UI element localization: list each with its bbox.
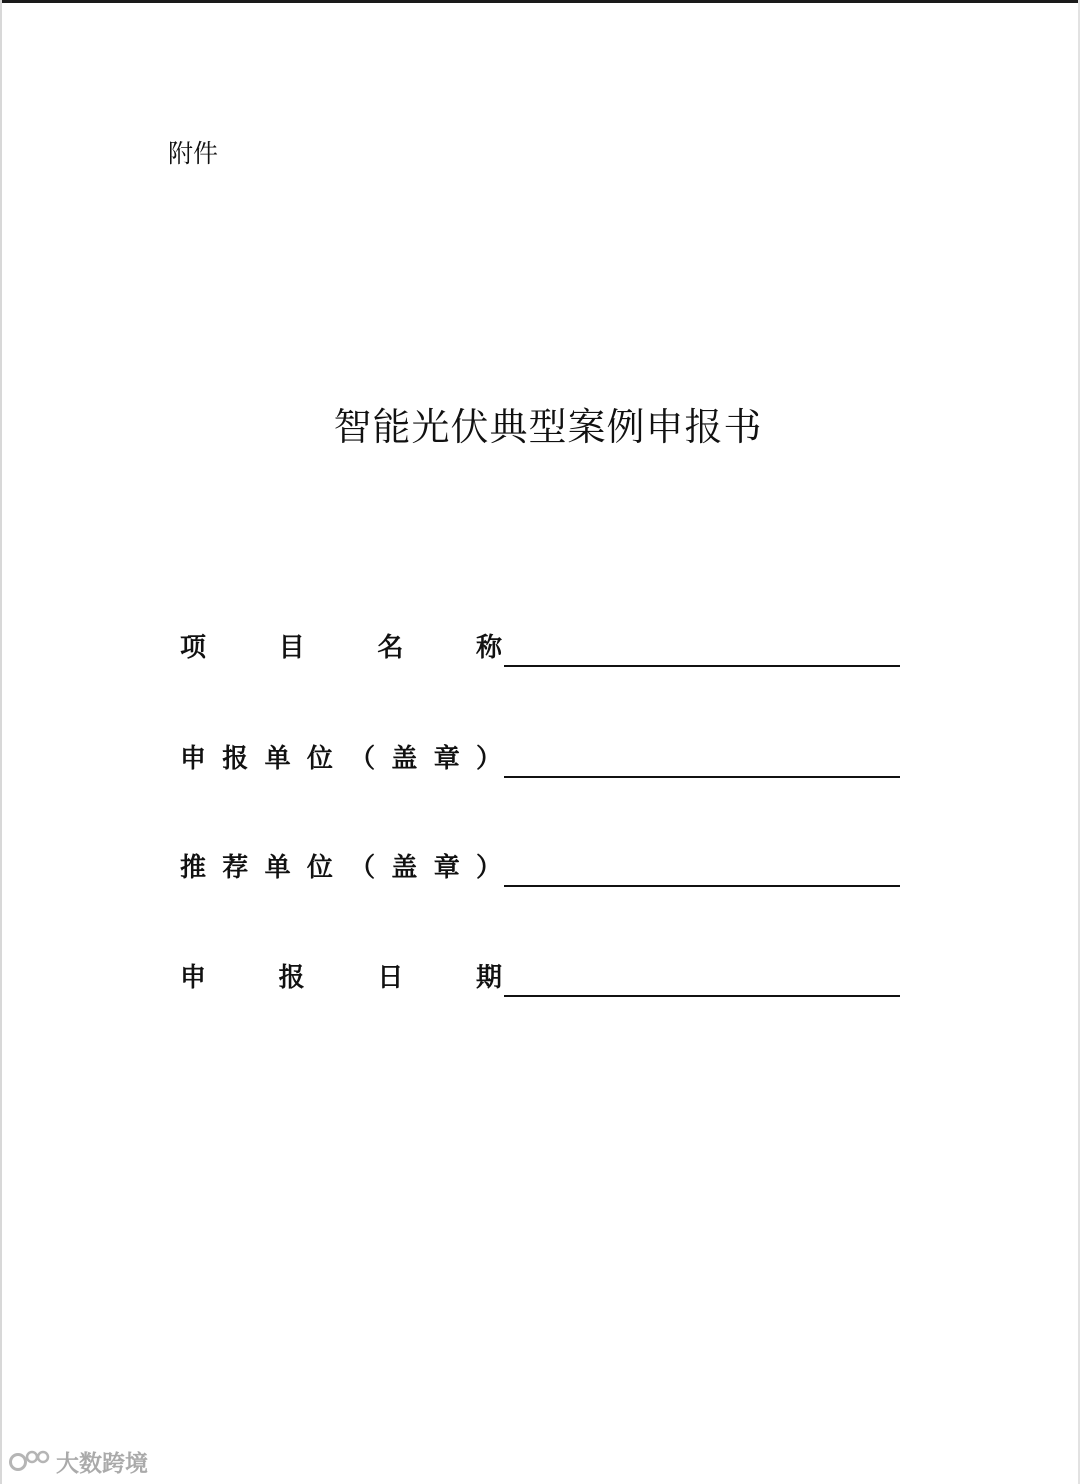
field-label bbox=[180, 628, 502, 668]
fill-in-line[interactable] bbox=[504, 885, 900, 887]
label-char: 申 bbox=[180, 963, 207, 993]
label-char: 位 bbox=[306, 853, 333, 883]
label-char: 申 bbox=[180, 744, 207, 774]
field-recommending-unit bbox=[180, 848, 900, 888]
fill-in-line[interactable] bbox=[504, 995, 900, 997]
field-applicant-unit bbox=[180, 739, 900, 779]
field-application-date bbox=[180, 958, 900, 998]
label-char: 项 bbox=[180, 633, 207, 663]
label-char: 名 bbox=[377, 633, 404, 663]
page-top-edge bbox=[0, 0, 1080, 3]
label-char: 位 bbox=[306, 744, 333, 774]
label-char: 章 bbox=[433, 744, 460, 774]
label-char: 盖 bbox=[391, 853, 418, 883]
label-char: ） bbox=[475, 744, 502, 774]
label-char: 报 bbox=[278, 963, 305, 993]
attachment-label: 附件 bbox=[168, 139, 219, 168]
page-left-edge bbox=[0, 0, 2, 1484]
brand-logo-icon bbox=[8, 1447, 50, 1475]
label-char: 荐 bbox=[222, 853, 249, 883]
watermark bbox=[8, 1444, 148, 1478]
label-char: （ bbox=[349, 853, 376, 883]
field-label bbox=[180, 958, 502, 998]
fill-in-line[interactable] bbox=[504, 776, 900, 778]
watermark-text: 大数跨境 bbox=[56, 1450, 148, 1477]
label-char: 章 bbox=[433, 853, 460, 883]
label-char: 期 bbox=[475, 963, 502, 993]
label-char: ） bbox=[475, 853, 502, 883]
document-title: 智能光伏典型案例申报书 bbox=[333, 405, 763, 449]
label-char: 日 bbox=[377, 963, 404, 993]
fill-in-line[interactable] bbox=[504, 665, 900, 667]
label-char: 推 bbox=[180, 853, 207, 883]
field-label bbox=[180, 739, 502, 779]
field-project-name bbox=[180, 628, 900, 668]
label-char: （ bbox=[349, 744, 376, 774]
label-char: 称 bbox=[475, 633, 502, 663]
label-char: 报 bbox=[222, 744, 249, 774]
label-char: 单 bbox=[264, 853, 291, 883]
label-char: 盖 bbox=[391, 744, 418, 774]
label-char: 单 bbox=[264, 744, 291, 774]
label-char: 目 bbox=[278, 633, 305, 663]
field-label bbox=[180, 848, 502, 888]
